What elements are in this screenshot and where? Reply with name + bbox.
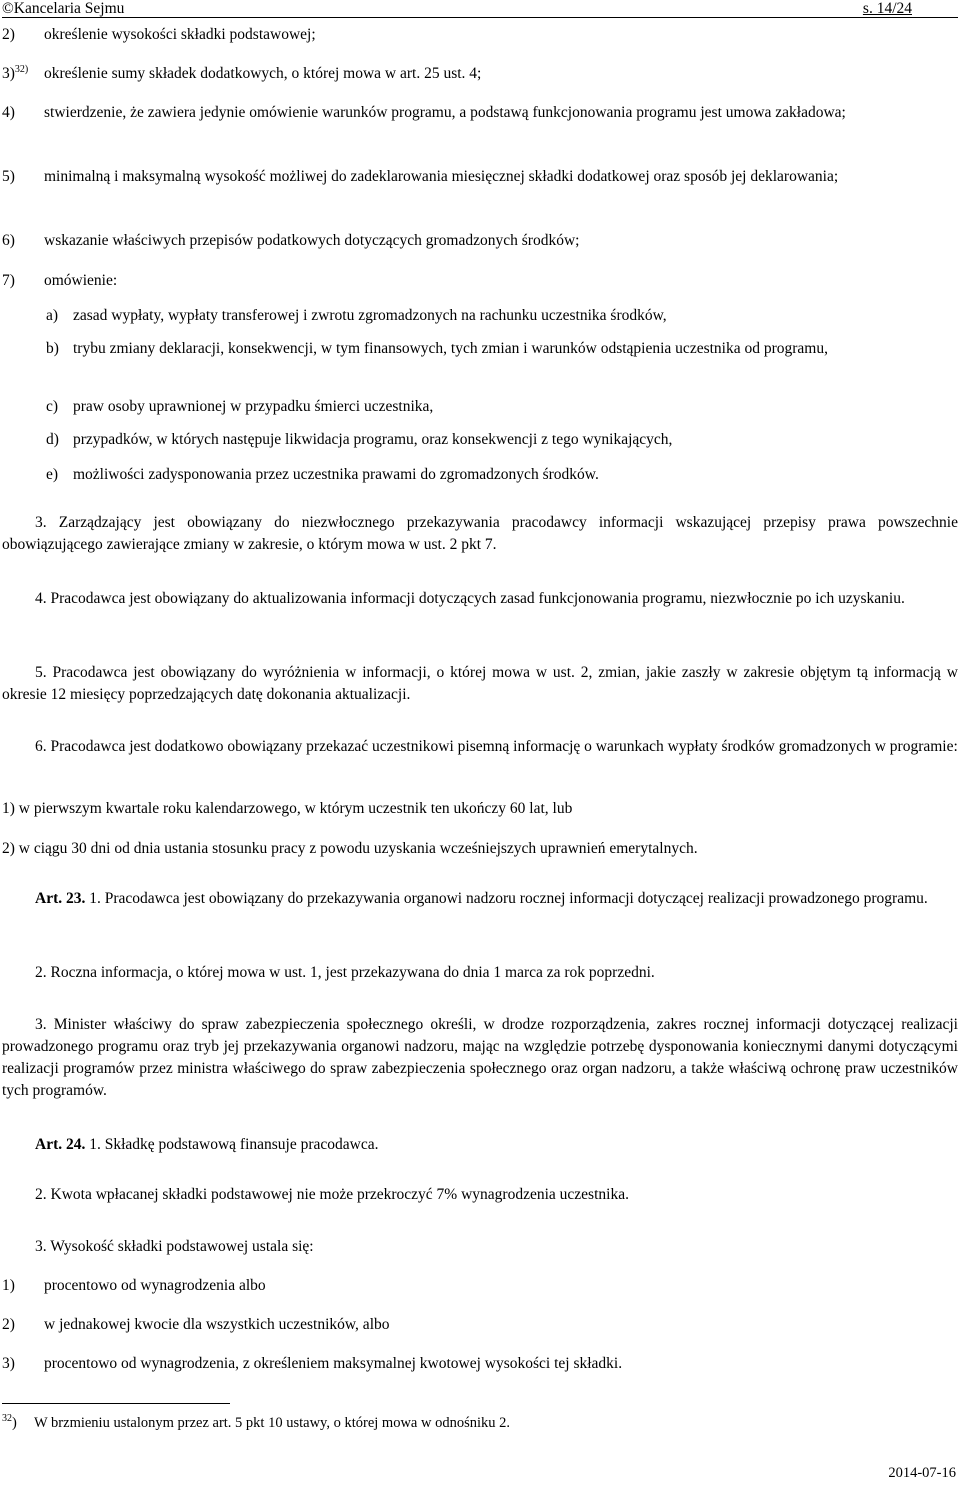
paragraph-4: 4. Pracodawca jest obowiązany do aktualizowania informacji dotyczących zasad funkcjonowania programu, niezwłocznie po ich uzyskaniu. bbox=[35, 590, 905, 607]
footnote-separator bbox=[2, 1403, 230, 1404]
sub-list-item bbox=[46, 429, 958, 451]
list-item bbox=[2, 1353, 958, 1375]
list-item-text: w jednakowej kwocie dla wszystkich uczestników, albo bbox=[44, 1316, 390, 1333]
list-item-text: omówienie: bbox=[44, 272, 118, 289]
list-item-number: 2) bbox=[2, 1316, 15, 1333]
article-label: Art. 24. bbox=[35, 1136, 86, 1153]
list-item bbox=[2, 1314, 958, 1336]
list-item bbox=[2, 63, 958, 85]
sub-list-text: przypadków, w których następuje likwidacja programu, oraz konsekwencji z tego wynikających, bbox=[73, 431, 673, 448]
footnote bbox=[2, 1412, 510, 1434]
art-24-paragraph-2: 2. Kwota wpłacanej składki podstawowej nie może przekroczyć 7% wynagrodzenia uczestnika. bbox=[35, 1186, 629, 1203]
paragraph-6: 6. Pracodawca jest dodatkowo obowiązany przekazać uczestnikowi pisemną informację o warunkach wypłaty środków gromadzonych w programie: bbox=[35, 738, 958, 755]
sub-list-item bbox=[46, 464, 958, 486]
sub-list-text: zasad wypłaty, wypłaty transferowej i zwrotu zgromadzonych na rachunku uczestnika środków, bbox=[73, 307, 667, 324]
list-item-text: określenie sumy składek dodatkowych, o której mowa w art. 25 ust. 4; bbox=[44, 65, 482, 82]
paragraph-5: 5. Pracodawca jest obowiązany do wyróżnienia w informacji, o której mowa w ust. 2, zmian, jakie zaszły w zakresie objętym tą informacją w okresie 12 miesięcy poprzedzających datę dokonania aktualizacji. bbox=[2, 664, 958, 703]
art-23-paragraph-3: 3. Minister właściwy do spraw zabezpieczenia społecznego określi, w drodze rozporządzenia, zakres rocznej informacji dotyczącej realizacji prowadzonego programu oraz tryb jej przekazywania organowi nadzoru, mając na względzie potrzebę dysponowania koniecznymi danymi dotyczącymi realizacji programów przez ministra właściwego do spraw zabezpieczenia społecznego oraz organ nadzoru, a także właściwą ochronę praw uczestników tych programów. bbox=[2, 1016, 958, 1099]
sub-list-item bbox=[46, 305, 958, 327]
article-label: Art. 23. bbox=[35, 890, 86, 907]
list-item bbox=[2, 102, 958, 124]
art-23-paragraph-1: Art. 23. 1. Pracodawca jest obowiązany do przekazywania organowi nadzoru rocznej informacji dotyczącej realizacji prowadzonego programu. bbox=[35, 890, 928, 907]
sub-list-item bbox=[46, 396, 958, 418]
list-item bbox=[2, 166, 958, 188]
list-item-number: 1) bbox=[2, 1277, 15, 1294]
list-item-number: 7) bbox=[2, 272, 15, 289]
list-item bbox=[2, 270, 958, 292]
page-header bbox=[2, 0, 958, 18]
sub-list-text: praw osoby uprawnionej w przypadku śmierci uczestnika, bbox=[73, 398, 434, 415]
list-item bbox=[2, 1275, 958, 1297]
list-item-number: 2) bbox=[2, 26, 15, 43]
paragraph-6-point-1: 1) w pierwszym kwartale roku kalendarzowego, w którym uczestnik ten ukończy 60 lat, lub bbox=[2, 800, 573, 817]
list-item-text: procentowo od wynagrodzenia albo bbox=[44, 1277, 266, 1294]
sub-list-text: trybu zmiany deklaracji, konsekwencji, w tym finansowych, tych zmian i warunków odstąpienia uczestnika od programu, bbox=[73, 340, 828, 357]
list-item-text: procentowo od wynagrodzenia, z określeniem maksymalnej kwotowej wysokości tej składki. bbox=[44, 1355, 623, 1372]
list-item-text: wskazanie właściwych przepisów podatkowych dotyczących gromadzonych środków; bbox=[44, 232, 580, 249]
paragraph-3: 3. Zarządzający jest obowiązany do niezwłocznego przekazywania pracodawcy informacji wskazującej przepisy prawa powszechnie obowiązującego zawierające zmiany w zakresie, o którym mowa w ust. 2 pkt 7. bbox=[2, 514, 958, 553]
list-item bbox=[2, 24, 958, 46]
list-item bbox=[2, 230, 958, 252]
list-item-number: 5) bbox=[2, 168, 15, 185]
footnote-reference[interactable]: 32) bbox=[14, 64, 29, 75]
copyright-text: ©Kancelaria Sejmu bbox=[2, 0, 125, 17]
art-23-paragraph-2: 2. Roczna informacja, o której mowa w ust. 1, jest przekazywana do dnia 1 marca za rok poprzedni. bbox=[35, 964, 655, 981]
list-item-number: 3)$^{32)}$ bbox=[2, 64, 29, 82]
document-date: 2014-07-16 bbox=[888, 1465, 956, 1481]
sub-list-letter: d) bbox=[46, 431, 59, 448]
list-item-number: 6) bbox=[2, 232, 15, 249]
footnote-text: W brzmieniu ustalonym przez art. 5 pkt 10 ustawy, o której mowa w odnośniku 2. bbox=[34, 1415, 510, 1431]
paragraph-6-point-2: 2) w ciągu 30 dni od dnia ustania stosunku pracy z powodu uzyskania wcześniejszych uprawnień emerytalnych. bbox=[2, 840, 698, 857]
sub-list-letter: c) bbox=[46, 398, 59, 415]
art-24-paragraph-3: 3. Wysokość składki podstawowej ustala się: bbox=[35, 1238, 314, 1255]
sub-list-letter: a) bbox=[46, 307, 59, 324]
sub-list-letter: b) bbox=[46, 340, 59, 357]
list-item-text: określenie wysokości składki podstawowej; bbox=[44, 26, 316, 43]
list-item-number: 3) bbox=[2, 1355, 15, 1372]
footnote-number: $^{32}$) bbox=[2, 1413, 17, 1431]
art-24-paragraph-1: Art. 24. 1. Składkę podstawową finansuje pracodawca. bbox=[35, 1136, 379, 1153]
list-item-text: stwierdzenie, że zawiera jedynie omówienie warunków programu, a podstawą funkcjonowania programu jest umowa zakładowa; bbox=[44, 104, 846, 121]
list-item-number: 4) bbox=[2, 104, 15, 121]
sub-list-item bbox=[46, 338, 958, 360]
page-number[interactable]: s. 14/24 bbox=[862, 0, 912, 17]
sub-list-letter: e) bbox=[46, 466, 59, 483]
list-item-text: minimalną i maksymalną wysokość możliwej do zadeklarowania miesięcznej składki dodatkowej oraz sposób jej deklarowania; bbox=[44, 168, 839, 185]
sub-list-text: możliwości zadysponowania przez uczestnika prawami do zgromadzonych środków. bbox=[73, 466, 599, 483]
